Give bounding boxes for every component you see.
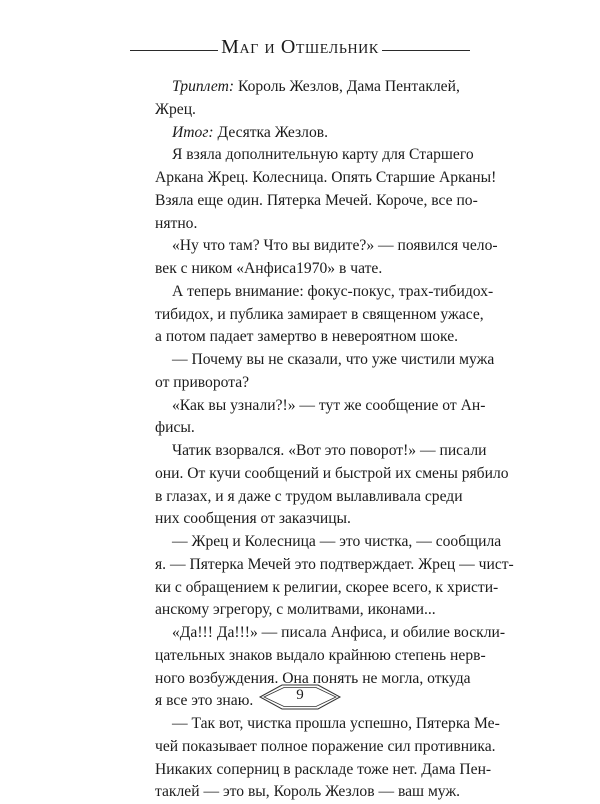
- text-line: [155, 235, 498, 258]
- line-label: Триплет:: [172, 78, 235, 95]
- line-text: чей показывает полное поражение сил противника.: [155, 737, 496, 755]
- text-line: [155, 304, 484, 327]
- text-line: [155, 326, 459, 349]
- text-line: [155, 713, 500, 736]
- line-text: ного возбуждения. Она понять не могла, откуда: [155, 669, 471, 687]
- text-line: [155, 736, 496, 759]
- line-text: фисы.: [155, 419, 195, 437]
- line-text: ки с обращением к религии, скорее всего, к христи-: [155, 578, 499, 596]
- line-text: Король Жезлов, Дама Пентаклей,: [234, 78, 460, 95]
- line-text: Аркана Жрец. Колесница. Опять Старшие Арканы!: [155, 169, 497, 186]
- line-text: анскому эгрегору, с молитвами, иконами...: [155, 601, 436, 619]
- line-text: — Почему вы не сказали, что уже чистили мужа: [172, 351, 495, 368]
- text-line: [155, 440, 487, 463]
- text-line: [155, 99, 455, 122]
- text-line: [155, 622, 506, 645]
- text-line: [155, 349, 495, 372]
- text-line: [155, 372, 455, 395]
- text-line: [155, 577, 499, 600]
- running-header: [130, 30, 470, 70]
- line-text: Жрец.: [155, 100, 196, 118]
- line-text: «Да!!! Да!!!» — писала Анфиса, и обилие воскли-: [172, 624, 506, 641]
- line-text: от приворота?: [155, 373, 250, 391]
- line-text: «Ну что там? Что вы видите?» — появился чело-: [172, 237, 498, 255]
- line-text: Я взяла дополнительную карту для Старшего: [172, 146, 474, 164]
- line-label: Итог:: [172, 123, 214, 141]
- text-line: [155, 258, 455, 281]
- page-number: 9: [296, 687, 304, 703]
- text-line: [155, 122, 455, 145]
- text-line: [155, 645, 486, 668]
- text-line: [155, 213, 455, 236]
- text-line: [155, 508, 455, 531]
- line-text: таклей — это вы, Король Жезлов — ваш муж.: [155, 783, 461, 801]
- line-text: тибидох, и публика замирает в священном ужасе,: [155, 305, 484, 323]
- text-line: [155, 190, 478, 213]
- text-line: [155, 759, 492, 782]
- line-text: — Так вот, чистка прошла успешно, Пятерка Ме-: [172, 715, 500, 732]
- text-line: [155, 463, 509, 486]
- text-line: [155, 531, 502, 554]
- line-text: А теперь внимание: фокус-покус, трах-тибидох-: [172, 282, 494, 300]
- line-text: а потом падает замертво в невероятном шоке.: [155, 328, 459, 346]
- line-text: Десятка Жезлов.: [213, 123, 329, 141]
- line-text: — Жрец и Колесница — это чистка, — сообщила: [172, 533, 502, 550]
- line-text: я все это знаю.: [155, 692, 254, 710]
- line-text: век с ником «Анфиса1970» в чате.: [155, 260, 383, 277]
- line-text: цательных знаков выдало крайнюю степень нерв-: [155, 646, 486, 664]
- line-text: «Как вы узнали?!» — тут же сообщение от Ан-: [172, 396, 486, 414]
- line-text: них сообщения от заказчицы.: [155, 510, 351, 528]
- line-text: Никаких соперниц в раскладе тоже нет. Дама Пен-: [155, 760, 492, 778]
- line-text: я. — Пятерка Мечей это подтверждает. Жрец — чист-: [155, 555, 514, 573]
- text-line: [155, 395, 486, 418]
- header-rule-right: [382, 50, 470, 51]
- running-header-title: Маг и Отшельник: [221, 36, 379, 58]
- text-line: [155, 554, 514, 577]
- text-line: [155, 144, 474, 167]
- page-footer: [258, 682, 342, 712]
- line-text: нятно.: [155, 214, 198, 232]
- line-text: в глазах, и я даже с трудом вылавливала среди: [155, 487, 463, 505]
- text-line: [155, 281, 494, 304]
- header-rule-left: [130, 50, 218, 51]
- line-text: Взяла еще один. Пятерка Мечей. Короче, все по-: [155, 191, 478, 209]
- line-text: они. От кучи сообщений и быстрой их смены рябило: [155, 464, 509, 482]
- text-line: [155, 781, 461, 804]
- text-line: [155, 417, 455, 440]
- text-line: [155, 167, 497, 190]
- line-text: Чатик взорвался. «Вот это поворот!» — писали: [172, 442, 487, 459]
- text-line: [155, 486, 463, 509]
- text-line: [155, 76, 460, 99]
- text-line: [155, 599, 455, 622]
